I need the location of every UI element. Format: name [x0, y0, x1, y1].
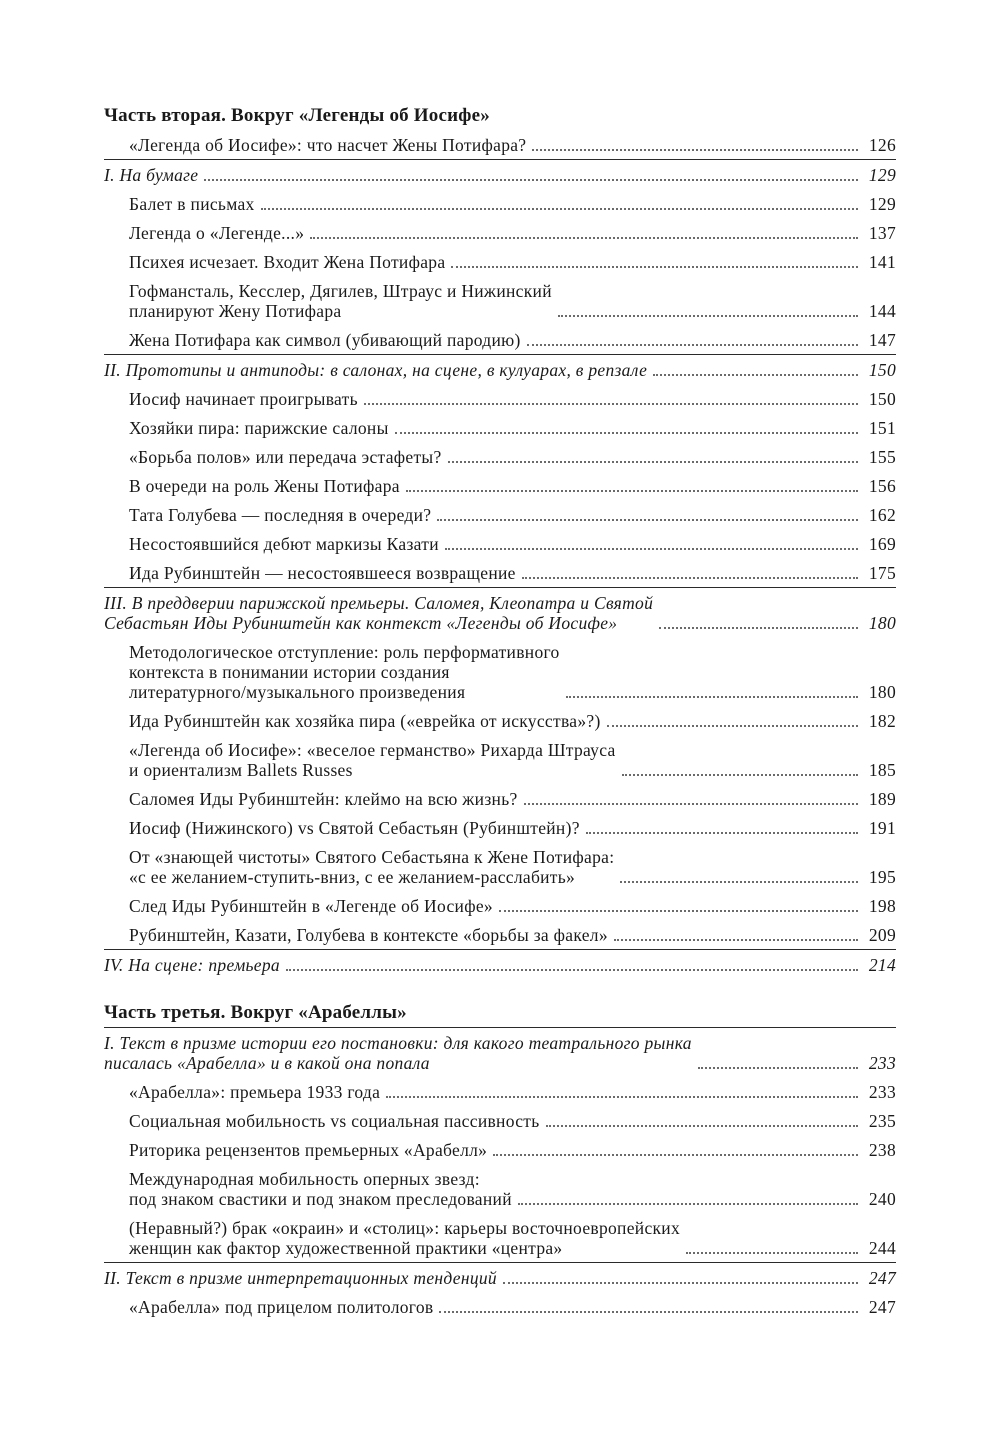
dot-leader: [437, 515, 858, 521]
toc-entry-title: III. В преддверии парижской премьеры. Саломея, Клеопатра и Святой Себастьян Иды Рубинштейн как контекст «Легенды об Иосифе»: [104, 593, 654, 633]
toc-entry-title: Балет в письмах: [129, 194, 255, 214]
toc-entry-title: В очереди на роль Жены Потифара: [129, 476, 400, 496]
dot-leader: [524, 799, 858, 805]
toc-subentry[interactable]: [104, 384, 896, 413]
part-two-entries: [104, 130, 896, 979]
toc-entry-title: Риторика рецензентов премьерных «Арабелл»: [129, 1140, 488, 1160]
toc-page-number: 235: [868, 1111, 896, 1131]
dot-leader: [395, 428, 858, 434]
toc-subentry[interactable]: [104, 471, 896, 500]
toc-entry-title: Несостоявшийся дебют маркизы Казати: [129, 534, 439, 554]
toc-subentry[interactable]: [104, 920, 896, 949]
toc-subentry[interactable]: [104, 1292, 896, 1321]
toc-entry-title: Ида Рубинштейн — несостоявшееся возвращение: [129, 563, 516, 583]
dot-leader: [204, 175, 858, 181]
toc-subentry[interactable]: [104, 637, 896, 706]
dot-leader: [451, 262, 858, 268]
toc-entry-title: Ида Рубинштейн как хозяйка пира («еврейка от искусства»?): [129, 711, 601, 731]
toc-subentry[interactable]: [104, 247, 896, 276]
dot-leader: [586, 828, 858, 834]
dot-leader: [448, 457, 858, 463]
toc-section-entry[interactable]: [104, 1262, 896, 1292]
dot-leader: [620, 877, 858, 883]
toc-subentry[interactable]: [104, 813, 896, 842]
toc-page-number: 141: [868, 252, 896, 272]
toc-entry-title: Рубинштейн, Казати, Голубева в контексте «борьбы за факел»: [129, 925, 608, 945]
dot-leader: [546, 1121, 859, 1127]
toc-entry-title: Саломея Иды Рубинштейн: клеймо на всю жизнь?: [129, 789, 518, 809]
toc-page-number: 209: [868, 925, 896, 945]
toc-section-entry[interactable]: [104, 587, 896, 637]
toc-page-number: 233: [868, 1082, 896, 1102]
dot-leader: [522, 573, 858, 579]
dot-leader: [499, 906, 858, 912]
part-two-heading: Часть вторая. Вокруг «Легенды об Иосифе»: [104, 105, 490, 126]
toc-page-number: 137: [868, 223, 896, 243]
dot-leader: [607, 721, 858, 727]
toc-page-number: 180: [868, 613, 896, 633]
dot-leader: [286, 965, 858, 971]
toc-entry-title: I. Текст в призме истории его постановки: для какого театрального рынка писалась «Арабелла» и в какой она попала: [104, 1033, 692, 1073]
toc-subentry[interactable]: [104, 1135, 896, 1164]
toc-section-entry[interactable]: [104, 159, 896, 189]
toc-page-number: 195: [868, 867, 896, 887]
toc-entry-title: Международная мобильность оперных звезд: под знаком свастики и под знаком преследований: [129, 1169, 512, 1209]
toc-entry-title: Социальная мобильность vs социальная пассивность: [129, 1111, 540, 1131]
toc-entry-title: II. Прототипы и антиподы: в салонах, на сцене, в кулуарах, в репзале: [104, 360, 648, 380]
dot-leader: [493, 1150, 858, 1156]
toc-page-number: 150: [868, 389, 896, 409]
dot-leader: [386, 1092, 858, 1098]
toc-subentry[interactable]: [104, 842, 896, 891]
dot-leader: [622, 770, 858, 776]
toc-entry-title: От «знающей чистоты» Святого Себастьяна к Жене Потифара: «с ее желанием-ступить-вниз, с ее желанием-расслабить»: [129, 847, 615, 887]
toc-subentry[interactable]: [104, 189, 896, 218]
toc-subentry[interactable]: [104, 1164, 896, 1213]
toc-subentry[interactable]: [104, 442, 896, 471]
toc-subentry[interactable]: [104, 1213, 896, 1262]
toc-subentry[interactable]: [104, 325, 896, 354]
toc-entry-title: «Арабелла»: премьера 1933 года: [129, 1082, 381, 1102]
toc-entry-title: Тата Голубева — последняя в очереди?: [129, 505, 432, 525]
toc-subentry[interactable]: [104, 558, 896, 587]
dot-leader: [439, 1307, 858, 1313]
toc-page-number: 240: [868, 1189, 896, 1209]
toc-page-number: 169: [868, 534, 896, 554]
toc-entry-title: IV. На сцене: премьера: [104, 955, 280, 975]
toc-page-number: 129: [868, 194, 896, 214]
toc-page-number: 175: [868, 563, 896, 583]
toc-page-number: 214: [868, 955, 896, 975]
dot-leader: [686, 1248, 858, 1254]
toc-page-number: 126: [868, 135, 896, 155]
toc-entry-title: «Легенда об Иосифе»: что насчет Жены Потифара?: [129, 135, 527, 155]
dot-leader: [503, 1278, 858, 1284]
toc-entry-title: Психея исчезает. Входит Жена Потифара: [129, 252, 446, 272]
toc-entry-title: (Неравный?) брак «окраин» и «столиц»: карьеры восточноевропейских женщин как фактор художественной практики «центра»: [129, 1218, 681, 1258]
toc-entry-title: Гофмансталь, Кесслер, Дягилев, Штраус и Нижинский планируют Жену Потифара: [129, 281, 552, 321]
dot-leader: [653, 370, 858, 376]
dot-leader: [614, 935, 858, 941]
toc-page-number: 147: [868, 330, 896, 350]
toc-entry-title: Иосиф начинает проигрывать: [129, 389, 358, 409]
toc-page-number: 185: [868, 760, 896, 780]
toc-page-number: 191: [868, 818, 896, 838]
toc-page-number: 156: [868, 476, 896, 496]
part-three-entries: [104, 1027, 896, 1321]
toc-subentry[interactable]: [104, 784, 896, 813]
toc-page-number: 182: [868, 711, 896, 731]
toc-subentry[interactable]: [104, 500, 896, 529]
toc-page-number: 155: [868, 447, 896, 467]
toc-page-number: 144: [868, 301, 896, 321]
toc-entry-title: II. Текст в призме интерпретационных тенденций: [104, 1268, 497, 1288]
toc-subentry[interactable]: [104, 706, 896, 735]
toc-subentry[interactable]: [104, 1106, 896, 1135]
toc-section-entry[interactable]: [104, 354, 896, 384]
toc-entry-title: Методологическое отступление: роль перформативного контекста в понимании истории создания литературного/музыкального произведения: [129, 642, 560, 702]
toc-page-number: 162: [868, 505, 896, 525]
toc-entry-title: «Борьба полов» или передача эстафеты?: [129, 447, 442, 467]
toc-page-number: 233: [868, 1053, 896, 1073]
dot-leader: [364, 399, 858, 405]
dot-leader: [518, 1199, 858, 1205]
toc-subentry[interactable]: [104, 529, 896, 558]
toc-entry-title: Иосиф (Нижинского) vs Святой Себастьян (Рубинштейн)?: [129, 818, 580, 838]
toc-subentry[interactable]: [104, 735, 896, 784]
toc-page: [104, 102, 896, 1321]
dot-leader: [698, 1063, 858, 1069]
toc-subentry[interactable]: [104, 276, 896, 325]
dot-leader: [566, 692, 858, 698]
dot-leader: [659, 623, 858, 629]
toc-entry-title: Хозяйки пира: парижские салоны: [129, 418, 389, 438]
toc-entry-title: «Арабелла» под прицелом политологов: [129, 1297, 434, 1317]
toc-section-entry[interactable]: [104, 949, 896, 979]
toc-subentry[interactable]: [104, 1077, 896, 1106]
toc-subentry[interactable]: [104, 130, 896, 159]
toc-page-number: 247: [868, 1268, 896, 1288]
dot-leader: [406, 486, 858, 492]
toc-page-number: 189: [868, 789, 896, 809]
toc-entry-title: Жена Потифара как символ (убивающий пародию): [129, 330, 521, 350]
dot-leader: [532, 145, 858, 151]
dot-leader: [527, 340, 858, 346]
toc-entry-title: Легенда о «Легенде...»: [129, 223, 305, 243]
toc-subentry[interactable]: [104, 218, 896, 247]
dot-leader: [310, 233, 858, 239]
toc-section-entry[interactable]: [104, 1027, 896, 1077]
toc-subentry[interactable]: [104, 891, 896, 920]
toc-entry-title: След Иды Рубинштейн в «Легенде об Иосифе»: [129, 896, 493, 916]
toc-subentry[interactable]: [104, 413, 896, 442]
dot-leader: [261, 204, 858, 210]
toc-entry-title: «Легенда об Иосифе»: «веселое германство» Рихарда Штрауса и ориентализм Ballets Russes: [129, 740, 616, 780]
toc-page-number: 244: [868, 1238, 896, 1258]
toc-page-number: 198: [868, 896, 896, 916]
toc-page-number: 180: [868, 682, 896, 702]
dot-leader: [558, 311, 858, 317]
toc-page-number: 247: [868, 1297, 896, 1317]
toc-entry-title: I. На бумаге: [104, 165, 199, 185]
dot-leader: [445, 544, 858, 550]
part-three-heading: Часть третья. Вокруг «Арабеллы»: [104, 1002, 407, 1023]
toc-page-number: 151: [868, 418, 896, 438]
toc-page-number: 238: [868, 1140, 896, 1160]
toc-page-number: 150: [868, 360, 896, 380]
toc-page-number: 129: [868, 165, 896, 185]
